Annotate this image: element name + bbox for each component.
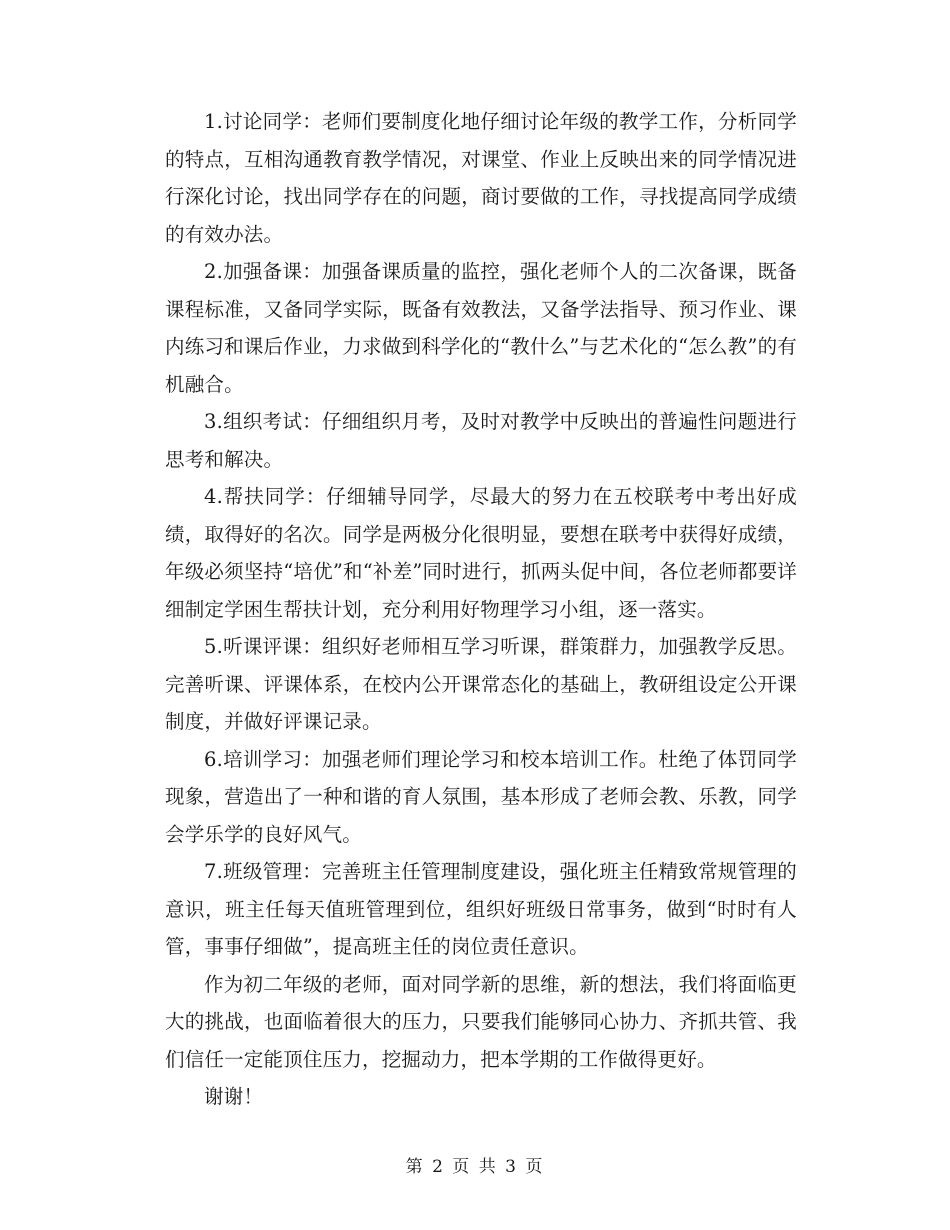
paragraph-discuss-students: 1.讨论同学：老师们要制度化地仔细讨论年级的教学工作，分析同学的特点，互相沟通教育教学情况，对课堂、作业上反映出来的同学情况进行深化讨论，找出同学存在的问题，商讨要做的工作，寻找提高同学成绩的有效办法。 — [165, 110, 797, 246]
paragraph-training: 6.培训学习：加强老师们理论学习和校本培训工作。杜绝了体罚同学现象，营造出了一种和谐的育人氛围，基本形成了老师会教、乐教，同学会学乐学的良好风气。 — [165, 747, 797, 846]
document-body — [165, 103, 797, 1116]
paragraph-class-management: 7.班级管理：完善班主任管理制度建设，强化班主任精致常规管理的意识，班主任每天值班管理到位，组织好班级日常事务，做到“时时有人管，事事仔细做”，提高班主任的岗位责任意识。 — [165, 860, 797, 958]
paragraph-thanks: 谢谢！ — [204, 1085, 264, 1108]
paragraph-help-students: 4.帮扶同学：仔细辅导同学，尽最大的努力在五校联考中考出好成绩，取得好的名次。同学是两极分化很明显，要想在联考中获得好成绩，年级必须坚持“培优”和“补差”同时进行，抓两头促中间，各位老师都要详细制定学困生帮扶计划，充分利用好物理学习小组，逐一落实。 — [165, 485, 797, 621]
paragraph-organize-exams: 3.组织考试：仔细组织月考，及时对教学中反映出的普遍性问题进行思考和解决。 — [165, 410, 797, 471]
paragraph-conclusion: 作为初二年级的老师，面对同学新的思维，新的想法，我们将面临更大的挑战，也面临着很大的压力，只要我们能够同心协力、齐抓共管、我们信任一定能顶住压力，挖掘动力，把本学期的工作做得更好。 — [165, 972, 797, 1071]
page-number-footer: 第 2 页 共 3 页 — [405, 1157, 545, 1177]
paragraph-lesson-preparation: 2.加强备课：加强备课质量的监控，强化老师个人的二次备课，既备课程标准，又备同学实际，既备有效教法，又备学法指导、预习作业、课内练习和课后作业，力求做到科学化的“教什么”与艺术化的“怎么教”的有机融合。 — [165, 260, 797, 396]
paragraph-lesson-observation: 5.听课评课：组织好老师相互学习听课，群策群力，加强教学反思。完善听课、评课体系，在校内公开课常态化的基础上，教研组设定公开课制度，并做好评课记录。 — [165, 635, 797, 733]
